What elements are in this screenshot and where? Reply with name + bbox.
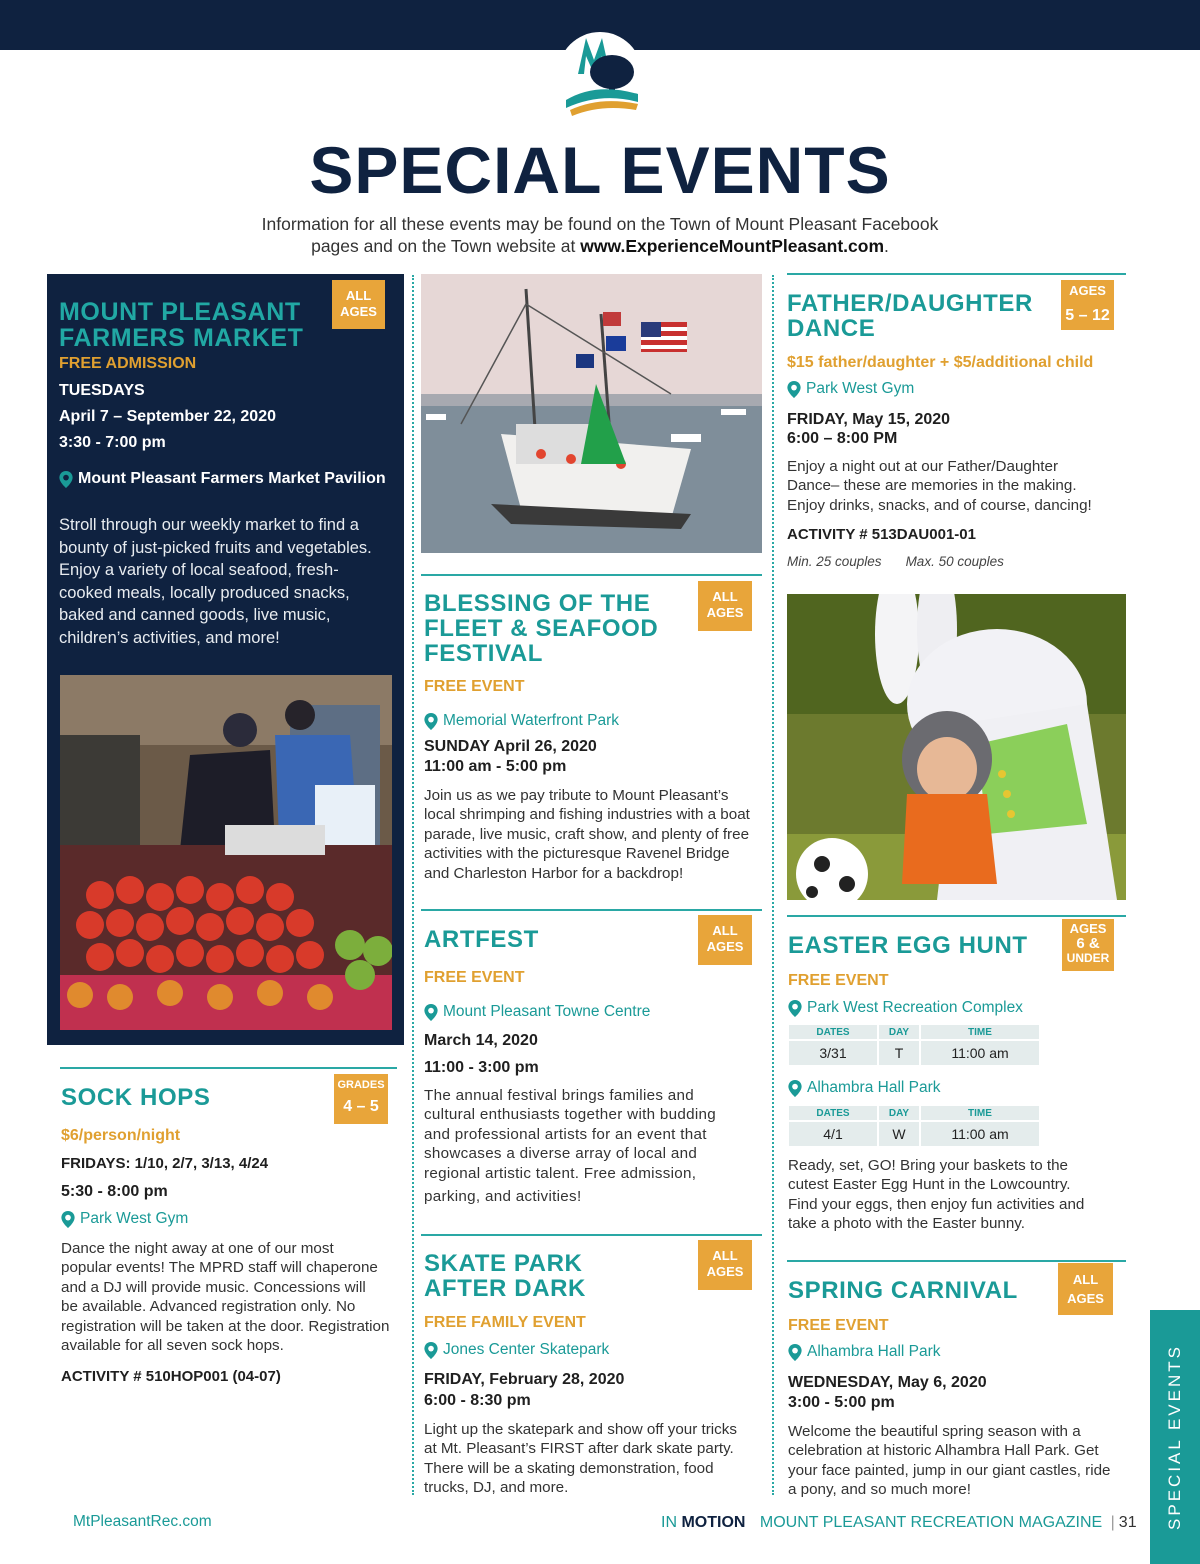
desc-line: popular events! The MPRD staff will chaperone <box>61 1259 378 1277</box>
divider <box>787 915 1126 917</box>
father-title-line-2: DANCE <box>787 315 876 342</box>
desc-line: trucks, DJ, and more. <box>424 1479 569 1497</box>
skate-location <box>424 1341 609 1359</box>
carnival-location <box>788 1343 941 1361</box>
desc-line: Enjoy a variety of local seafood, fresh- <box>59 561 339 579</box>
desc-line: regional artistic talent. Free admission, <box>424 1164 697 1182</box>
badge-line-2: AGES <box>706 605 744 620</box>
footer-site-link[interactable]: MtPleasantRec.com <box>73 1513 212 1530</box>
desc-line: Dance the night away at one of our most <box>61 1240 334 1257</box>
farmers-time: 3:30 - 7:00 pm <box>59 434 166 451</box>
location-pin-icon <box>424 1004 438 1021</box>
desc-line: Stroll through our weekly market to find a <box>59 516 359 534</box>
table-header-row <box>789 1025 1039 1039</box>
intro-suffix: . <box>884 236 889 256</box>
farmers-dates: April 7 – September 22, 2020 <box>59 408 276 425</box>
badge-line-2: AGES <box>340 304 377 319</box>
desc-line: and a DJ will provide music. Concessions will <box>61 1278 366 1296</box>
father-max: Max. 50 couples <box>905 554 1004 569</box>
divider <box>787 273 1126 275</box>
badge-line-1: AGES <box>1069 921 1107 936</box>
desc-line: celebration at historic Alhambra Hall Park. Get <box>788 1442 1099 1460</box>
sock-hops-title: SOCK HOPS <box>61 1084 211 1111</box>
father-location <box>787 380 914 398</box>
badge-line-1: ALL <box>1072 1272 1099 1287</box>
desc-line: be available. Advanced registration only. No <box>61 1298 356 1316</box>
blessing-admission: FREE EVENT <box>424 678 525 695</box>
father-activity-number: ACTIVITY # 513DAU001-01 <box>787 526 976 543</box>
side-tab-label: SPECIAL EVENTS <box>1165 1344 1184 1530</box>
father-price: $15 father/daughter + $5/additional child <box>787 354 1094 371</box>
divider <box>787 1260 1126 1262</box>
easter-title: EASTER EGG HUNT <box>788 932 1028 959</box>
desc-line: Welcome the beautiful spring season with a <box>788 1423 1081 1440</box>
farmers-description <box>59 514 399 649</box>
location-pin-icon <box>424 713 438 730</box>
footer-in: IN <box>661 1514 682 1531</box>
artfest-description <box>424 1086 769 1206</box>
farmers-title-line-1: MOUNT PLEASANT <box>59 298 301 326</box>
farmers-title <box>59 299 304 351</box>
skate-title <box>424 1251 586 1301</box>
skate-title-line-1: SKATE PARK <box>424 1250 583 1277</box>
father-age-badge <box>1061 280 1114 330</box>
badge-line-2: 4 – 5 <box>343 1098 379 1115</box>
desc-line: your face painted, jump in our giant castles, ride <box>788 1461 1111 1479</box>
sock-price: $6/person/night <box>61 1127 181 1144</box>
blessing-title-line-3: FESTIVAL <box>424 640 544 667</box>
divider <box>60 1067 397 1069</box>
desc-line: and professional artists for an event that <box>424 1125 707 1143</box>
farmers-location-text: Mount Pleasant Farmers Market Pavilion <box>78 470 386 487</box>
artfest-time: 11:00 - 3:00 pm <box>424 1059 539 1076</box>
badge-line-1: AGES <box>1069 283 1106 298</box>
blessing-title-line-2: FLEET & SEAFOOD <box>424 615 659 642</box>
col-header-time: TIME <box>921 1106 1039 1120</box>
desc-line: Ready, set, GO! Bring your baskets to the <box>788 1157 1068 1174</box>
easter-location-1 <box>788 999 1023 1017</box>
blessing-location <box>424 712 619 730</box>
skate-title-line-2: AFTER DARK <box>424 1275 586 1302</box>
sock-dates: FRIDAYS: 1/10, 2/7, 3/13, 4/24 <box>61 1155 269 1172</box>
location-pin-icon <box>59 471 73 488</box>
desc-line: Enjoy drinks, snacks, and of course, dancing! <box>787 496 1092 514</box>
father-title-line-1: FATHER/DAUGHTER <box>787 290 1033 317</box>
desc-line: at Mt. Pleasant’s FIRST after dark skate party. <box>424 1440 734 1458</box>
artfest-location <box>424 1003 650 1021</box>
table-row <box>789 1041 1039 1065</box>
father-date: FRIDAY, May 15, 2020 <box>787 411 951 428</box>
col-header-dates: DATES <box>789 1106 877 1120</box>
blessing-date: SUNDAY April 26, 2020 <box>424 738 597 755</box>
blessing-location-text: Memorial Waterfront Park <box>443 712 619 729</box>
column-divider <box>772 275 774 1495</box>
desc-line: parade, live music, craft show, and plenty of free <box>424 825 750 843</box>
cell-date: 4/1 <box>789 1122 877 1146</box>
carnival-age-badge <box>1058 1263 1113 1315</box>
desc-line: Find your eggs, then enjoy fun activities and <box>788 1195 1085 1213</box>
artfest-admission: FREE EVENT <box>424 969 525 986</box>
sock-activity-number: ACTIVITY # 510HOP001 (04-07) <box>61 1368 281 1385</box>
website-link[interactable]: www.ExperienceMountPleasant.com <box>580 236 885 256</box>
sock-description <box>61 1239 401 1355</box>
easter-location-2 <box>788 1079 941 1097</box>
farmers-market-photo <box>60 675 392 1030</box>
farmers-day: TUESDAYS <box>59 382 145 399</box>
town-logo <box>556 30 644 116</box>
desc-line: a pony, and so much more! <box>788 1481 971 1499</box>
footer-motion: MOTION <box>681 1514 746 1531</box>
father-title <box>787 291 1033 341</box>
table-header-row <box>789 1106 1039 1120</box>
easter-location-1-text: Park West Recreation Complex <box>807 999 1023 1016</box>
column-divider <box>412 275 414 1495</box>
location-pin-icon <box>787 381 801 398</box>
desc-line: cultural enthusiasts together with budding <box>424 1106 717 1124</box>
desc-line: local shrimping and fishing industries with a boat <box>424 806 750 824</box>
intro-line-2 <box>200 235 1000 257</box>
easter-schedule-table-1 <box>787 1023 1041 1067</box>
carnival-description <box>788 1422 1133 1500</box>
easter-schedule-table-2 <box>787 1104 1041 1148</box>
badge-line-2: 5 – 12 <box>1065 307 1110 324</box>
blessing-title <box>424 591 658 666</box>
badge-line-2: AGES <box>706 1264 744 1279</box>
blessing-title-line-1: BLESSING OF THE <box>424 590 651 617</box>
sock-time: 5:30 - 8:00 pm <box>61 1183 168 1200</box>
skate-age-badge <box>698 1240 752 1290</box>
footer-magazine-name: MOUNT PLEASANT RECREATION MAGAZINE <box>759 1514 1103 1531</box>
divider <box>421 574 762 576</box>
footer-magazine: IN MOTION MOUNT PLEASANT RECREATION MAGAZINE | 31 <box>661 1514 1137 1531</box>
blessing-description <box>424 786 769 883</box>
desc-line: Enjoy a night out at our Father/Daughter <box>787 458 1059 475</box>
badge-line-1: ALL <box>712 589 738 604</box>
col-header-time: TIME <box>921 1025 1039 1039</box>
page-title: SPECIAL EVENTS <box>309 133 891 207</box>
desc-line: cutest Easter Egg Hunt in the Lowcountry. <box>788 1176 1071 1194</box>
carnival-date: WEDNESDAY, May 6, 2020 <box>788 1374 987 1391</box>
section-side-tab <box>1150 1310 1200 1564</box>
desc-line: cooked meals, locally produced snacks, <box>59 583 350 602</box>
cell-date: 3/31 <box>789 1041 877 1065</box>
carnival-title: SPRING CARNIVAL <box>788 1277 1018 1304</box>
desc-line: bounty of just-picked fruits and vegetables. <box>59 538 372 557</box>
desc-line: parking, and activities! <box>424 1188 582 1206</box>
divider <box>421 1234 762 1236</box>
skate-description <box>424 1420 769 1498</box>
sock-location <box>61 1210 188 1228</box>
blessing-fleet-photo <box>421 274 762 553</box>
desc-line: activities with the picturesque Ravenel Bridge <box>424 845 730 863</box>
skate-location-text: Jones Center Skatepark <box>443 1341 610 1358</box>
father-min: Min. 25 couples <box>787 554 882 569</box>
badge-line-1: ALL <box>712 1248 738 1263</box>
artfest-date: March 14, 2020 <box>424 1032 538 1049</box>
divider <box>421 909 762 911</box>
location-pin-icon <box>424 1342 438 1359</box>
location-pin-icon <box>788 1000 802 1017</box>
desc-line: registration will be taken at the door. Registration <box>61 1317 390 1335</box>
carnival-time: 3:00 - 5:00 pm <box>788 1394 895 1411</box>
easter-admission: FREE EVENT <box>788 972 889 989</box>
father-capacity <box>787 554 1004 569</box>
col-header-day: DAY <box>879 1025 919 1039</box>
col-header-day: DAY <box>879 1106 919 1120</box>
carnival-admission: FREE EVENT <box>788 1317 889 1334</box>
badge-line-2: AGES <box>1067 1291 1104 1306</box>
cell-day: W <box>879 1122 919 1146</box>
father-time: 6:00 – 8:00 PM <box>787 430 898 447</box>
skate-date: FRIDAY, February 28, 2020 <box>424 1371 625 1388</box>
location-pin-icon <box>788 1344 802 1361</box>
sock-grade-badge <box>334 1074 388 1124</box>
father-description <box>787 457 1132 515</box>
farmers-age-badge <box>332 280 385 329</box>
desc-line: The annual festival brings families and <box>424 1087 695 1104</box>
desc-line: children’s activities, and more! <box>59 628 280 647</box>
farmers-admission: FREE ADMISSION <box>59 355 197 372</box>
easter-bunny-photo <box>787 594 1126 900</box>
page-number: 31 <box>1118 1514 1137 1531</box>
location-pin-icon <box>788 1080 802 1097</box>
desc-line: available for all seven sock hops. <box>61 1337 284 1355</box>
carnival-location-text: Alhambra Hall Park <box>807 1343 941 1360</box>
location-pin-icon <box>61 1211 75 1228</box>
badge-line-3: UNDER <box>1066 951 1110 965</box>
cell-time: 11:00 am <box>921 1122 1039 1146</box>
desc-line: showcases a diverse array of local and <box>424 1145 698 1163</box>
desc-line: Light up the skatepark and show off your tricks <box>424 1421 737 1438</box>
intro-prefix: pages and on the Town website at <box>311 236 581 256</box>
easter-description <box>788 1156 1133 1234</box>
artfest-title: ARTFEST <box>424 926 539 953</box>
badge-line-2: AGES <box>706 939 744 954</box>
farmers-location <box>59 470 386 488</box>
cell-day: T <box>879 1041 919 1065</box>
badge-line-1: ALL <box>712 923 738 938</box>
table-row <box>789 1122 1039 1146</box>
desc-line: There will be a skating demonstration, food <box>424 1459 714 1477</box>
father-location-text: Park West Gym <box>806 380 915 397</box>
badge-line-1: GRADES <box>337 1079 385 1091</box>
intro-line-1: Information for all these events may be found on the Town of Mount Pleasant Facebook <box>261 214 939 234</box>
intro-text <box>200 213 1000 257</box>
desc-line: take a photo with the Easter bunny. <box>788 1215 1025 1233</box>
desc-line: Join us as we pay tribute to Mount Pleasant’s <box>424 787 729 804</box>
desc-line: baked and canned goods, live music, <box>59 606 331 624</box>
artfest-age-badge <box>698 915 752 965</box>
blessing-age-badge <box>698 581 752 631</box>
col-header-dates: DATES <box>789 1025 877 1039</box>
blessing-time: 11:00 am - 5:00 pm <box>424 758 567 775</box>
skate-admission: FREE FAMILY EVENT <box>424 1314 586 1331</box>
sock-location-text: Park West Gym <box>80 1210 189 1227</box>
cell-time: 11:00 am <box>921 1041 1039 1065</box>
farmers-title-line-2: FARMERS MARKET <box>59 324 304 352</box>
easter-location-2-text: Alhambra Hall Park <box>807 1079 941 1096</box>
easter-age-badge <box>1062 919 1114 971</box>
desc-line: Dance– these are memories in the making. <box>787 477 1077 495</box>
skate-time: 6:00 - 8:30 pm <box>424 1392 531 1409</box>
artfest-location-text: Mount Pleasant Towne Centre <box>443 1003 651 1020</box>
badge-line-2: 6 & <box>1076 935 1100 952</box>
desc-line: and Charleston Harbor for a backdrop! <box>424 864 684 882</box>
badge-line-1: ALL <box>345 288 372 303</box>
